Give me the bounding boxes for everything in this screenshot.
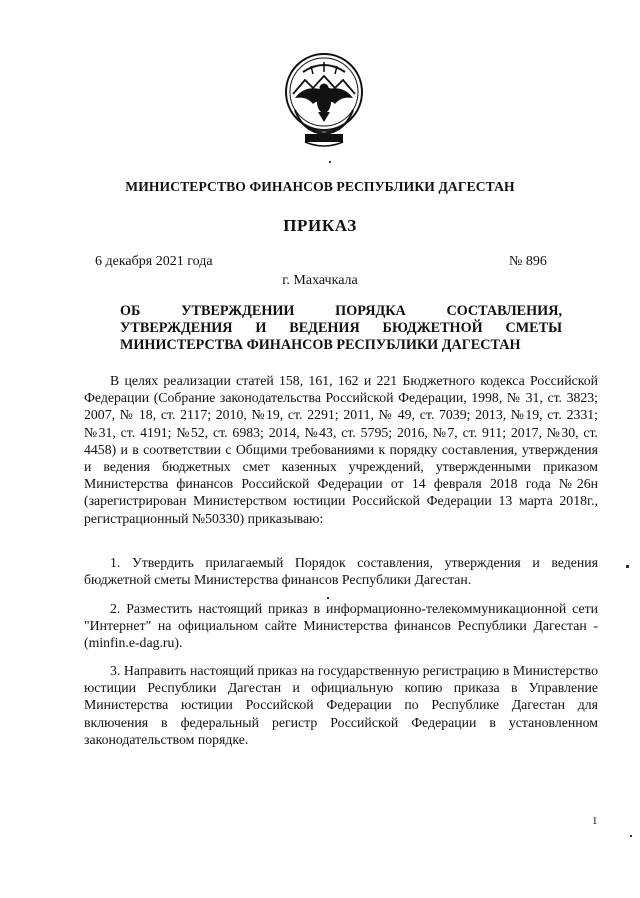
ministry-title: МИНИСТЕРСТВО ФИНАНСОВ РЕСПУБЛИКИ ДАГЕСТАН <box>125 179 515 194</box>
preamble-paragraph: В целях реализации статей 158, 161, 162 и 221 Бюджетного кодекса Российской Федерации (Собрание законодательства Российской Федерации, 1998, № 31, ст. 3823; 2007, № 18, ст. 2117; 2010, №19, ст. 2291; 2011, № 49, ст. 7039; 2013, №19, ст. 2331; №31, ст. 4191; №52, ст. 6983; 2014, №43, ст. 5795; 2016, №7, ст. 911; 2017, №30, ст. 4458) и в соответствии с Общими требованиями к порядку составления, утверждения и ведения бюджетных смет казенных учреждений, утвержденными приказом Министерства финансов Российской Федерации от 14 февраля 2018 года №26н (зарегистрирован Министерством юстиции Российской Федерации 13 марта 2018г., регистрационный №50330) приказываю: <box>84 373 598 526</box>
subject-line-3: МИНИСТЕРСТВА ФИНАНСОВ РЕСПУБЛИКИ ДАГЕСТАН <box>120 337 521 353</box>
document-city: г. Махачкала <box>282 273 358 288</box>
document-subject <box>120 303 562 354</box>
coat-of-arms-icon <box>283 50 365 150</box>
subject-line-1: ОБ УТВЕРЖДЕНИИ ПОРЯДКА СОСТАВЛЕНИЯ, <box>120 303 562 319</box>
scan-speck <box>630 835 632 837</box>
document-type-title: ПРИКАЗ <box>283 216 357 235</box>
document-date: 6 декабря 2021 года <box>95 254 213 269</box>
scan-speck <box>327 597 329 599</box>
order-item-2: 2. Разместить настоящий приказ в информационно-телекоммуникационной сети "Интернет" на официальном сайте Министерства финансов Республики Дагестан - (minfin.e-dag.ru). <box>84 601 598 651</box>
page-number: 1 <box>592 815 598 827</box>
order-item-3: 3. Направить настоящий приказ на государственную регистрацию в Министерство юстиции Республики Дагестан и официальную копию приказа в Управление Министерства юстиции Российской Федерации по Республике Дагестан для включения в федеральный регистр Российской Федерации в установленном законодательством порядке. <box>84 663 598 747</box>
scan-speck <box>626 565 629 568</box>
document-number: № 896 <box>509 254 547 269</box>
subject-line-2: УТВЕРЖДЕНИЯ И ВЕДЕНИЯ БЮДЖЕТНОЙ СМЕТЫ <box>120 320 562 336</box>
scan-speck <box>329 161 331 163</box>
order-item-1: 1. Утвердить прилагаемый Порядок составления, утверждения и ведения бюджетной сметы Министерства финансов Республики Дагестан. <box>84 555 598 588</box>
